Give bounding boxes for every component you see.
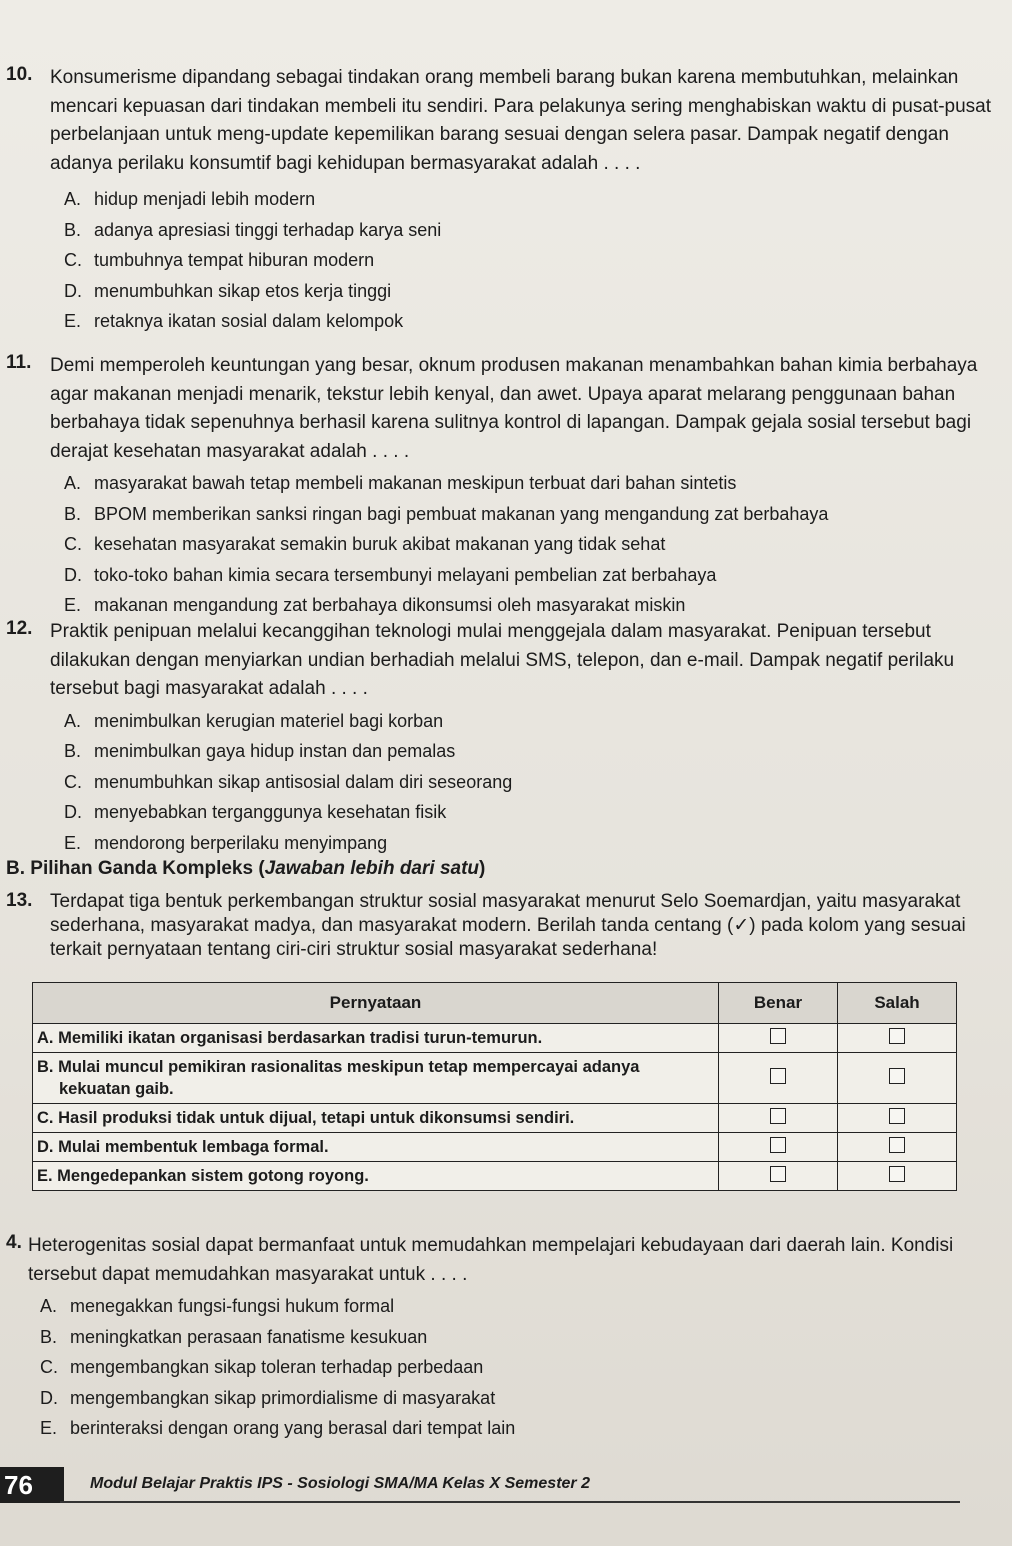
option-b[interactable]: B. menimbulkan gaya hidup instan dan pemalas (64, 741, 456, 761)
table-row (33, 1024, 957, 1053)
false-checkbox-b[interactable] (889, 1068, 905, 1084)
option-b[interactable]: B. meningkatkan perasaan fanatisme kesukuan (40, 1326, 428, 1347)
question-text: Heterogenitas sosial dapat bermanfaat untuk memudahkan mempelajari kebudayaan dari daerah lain. Kondisi tersebut dapat memudahkan masyarakat untuk . . . . (28, 1235, 954, 1285)
question-number: 11. (6, 352, 32, 373)
options-list (40, 1291, 996, 1444)
true-checkbox-a[interactable] (770, 1028, 786, 1044)
table-row (33, 1104, 957, 1133)
header-statement: Pernyataan (33, 983, 719, 1024)
question-12 (6, 618, 996, 858)
header-true: Benar (719, 983, 838, 1024)
table-row (33, 1162, 957, 1191)
false-checkbox-a[interactable] (889, 1028, 905, 1044)
option-c[interactable]: C. kesehatan masyarakat semakin buruk akibat makanan yang tidak sehat (64, 534, 666, 554)
statement-c: C. Hasil produksi tidak untuk dijual, tetapi untuk dikonsumsi sendiri. (33, 1104, 719, 1133)
page-footer (0, 1467, 1012, 1507)
false-checkbox-c[interactable] (889, 1108, 905, 1124)
statement-a: A. Memiliki ikatan organisasi berdasarkan tradisi turun-temurun. (33, 1024, 719, 1053)
footer-divider (60, 1501, 960, 1503)
section-b-title: B. Pilihan Ganda Kompleks (Jawaban lebih dari satu) (6, 858, 486, 879)
statement-b: B. Mulai muncul pemikiran rasionalitas meskipun tetap mempercayai adanya kekuatan gaib. (33, 1053, 719, 1104)
header-false: Salah (838, 983, 957, 1024)
option-c[interactable]: C. mengembangkan sikap toleran terhadap perbedaan (40, 1357, 484, 1377)
book-title: Modul Belajar Praktis IPS - Sosiologi SMA/MA Kelas X Semester 2 (90, 1475, 590, 1492)
statement-d: D. Mulai membentuk lembaga formal. (33, 1133, 719, 1162)
statement-table (32, 982, 957, 1191)
question-text: Konsumerisme dipandang sebagai tindakan orang membeli barang bukan karena membutuhkan, melainkan mencari kepuasan dari tindakan membeli itu sendiri. Para pelakunya sering menghabiskan waktu di pusat-pusat perbelanjaan untuk meng-update kepemilikan barang sesuai dengan selera pasar. Dampak negatif dengan adanya perilaku konsumtif bagi kehidupan bermasyarakat adalah . . . . (50, 67, 992, 174)
options-list (64, 706, 996, 859)
table-row (33, 1133, 957, 1162)
options-list (64, 468, 996, 621)
option-a[interactable]: A. masyarakat bawah tetap membeli makanan meskipun terbuat dari bahan sintetis (64, 473, 737, 493)
true-checkbox-b[interactable] (770, 1068, 786, 1084)
question-number: 4. (6, 1232, 22, 1253)
statement-e: E. Mengedepankan sistem gotong royong. (33, 1162, 719, 1191)
option-e[interactable]: E. makanan mengandung zat berbahaya dikonsumsi oleh masyarakat miskin (64, 595, 686, 615)
question-number: 12. (6, 618, 33, 639)
question-text: Praktik penipuan melalui kecanggihan teknologi mulai menggejala dalam masyarakat. Penipuan tersebut dilakukan dengan menyiarkan undian berhadiah melalui SMS, telepon, dan e-mail. Dampak negatif perilaku tersebut bagi masyarakat adalah . . . . (50, 621, 955, 699)
true-checkbox-d[interactable] (770, 1137, 786, 1153)
question-number: 10. (6, 64, 33, 85)
option-d[interactable]: D. mengembangkan sikap primordialisme di masyarakat (40, 1387, 496, 1408)
option-b[interactable]: B. adanya apresiasi tinggi terhadap karya seni (64, 219, 442, 240)
true-checkbox-e[interactable] (770, 1166, 786, 1182)
options-list (64, 184, 996, 337)
question-number: 13. (6, 890, 33, 911)
question-11 (6, 352, 996, 621)
page-number: 76 (0, 1467, 64, 1503)
option-d[interactable]: D. menyebabkan terganggunya kesehatan fisik (64, 802, 447, 822)
option-a[interactable]: A. menegakkan fungsi-fungsi hukum formal (40, 1296, 395, 1316)
question-text: Terdapat tiga bentuk perkembangan struktur sosial masyarakat menurut Selo Soemardjan, yaitu masyarakat sederhana, masyarakat madya, dan masyarakat modern. Berilah tanda centang (✓) pada kolom yang sesuai terkait pernyataan tentang ciri-ciri struktur sosial masyarakat sederhana! (50, 891, 966, 960)
table-header-row (33, 983, 957, 1024)
option-a[interactable]: A. menimbulkan kerugian materiel bagi korban (64, 710, 444, 731)
question-10 (6, 64, 996, 337)
option-d[interactable]: D. toko-toko bahan kimia secara tersembunyi melayani pembelian zat berbahaya (64, 564, 717, 585)
option-c[interactable]: C. tumbuhnya tempat hiburan modern (64, 250, 375, 270)
option-a[interactable]: A. hidup menjadi lebih modern (64, 189, 316, 209)
option-d[interactable]: D. menumbuhkan sikap etos kerja tinggi (64, 280, 392, 301)
option-b[interactable]: B. BPOM memberikan sanksi ringan bagi pembuat makanan yang mengandung zat berbahaya (64, 503, 829, 524)
question-14 (6, 1232, 996, 1444)
question-text: Demi memperoleh keuntungan yang besar, oknum produsen makanan menambahkan bahan kimia berbahaya agar makanan menjadi menarik, tekstur lebih kenyal, dan awet. Upaya aparat melarang penggunaan bahan berbahaya tidak sepenuhnya berhasil karena sulitnya kontrol di lapangan. Dampak gejala sosial tersebut bagi derajat kesehatan masyarakat adalah . . . . (50, 355, 978, 462)
true-checkbox-c[interactable] (770, 1108, 786, 1124)
table-row (33, 1053, 957, 1104)
question-13 (6, 890, 996, 962)
false-checkbox-e[interactable] (889, 1166, 905, 1182)
false-checkbox-d[interactable] (889, 1137, 905, 1153)
option-e[interactable]: E. berinteraksi dengan orang yang berasal dari tempat lain (40, 1418, 516, 1438)
option-c[interactable]: C. menumbuhkan sikap antisosial dalam diri seseorang (64, 771, 513, 792)
option-e[interactable]: E. mendorong berperilaku menyimpang (64, 832, 388, 853)
option-e[interactable]: E. retaknya ikatan sosial dalam kelompok (64, 311, 404, 331)
